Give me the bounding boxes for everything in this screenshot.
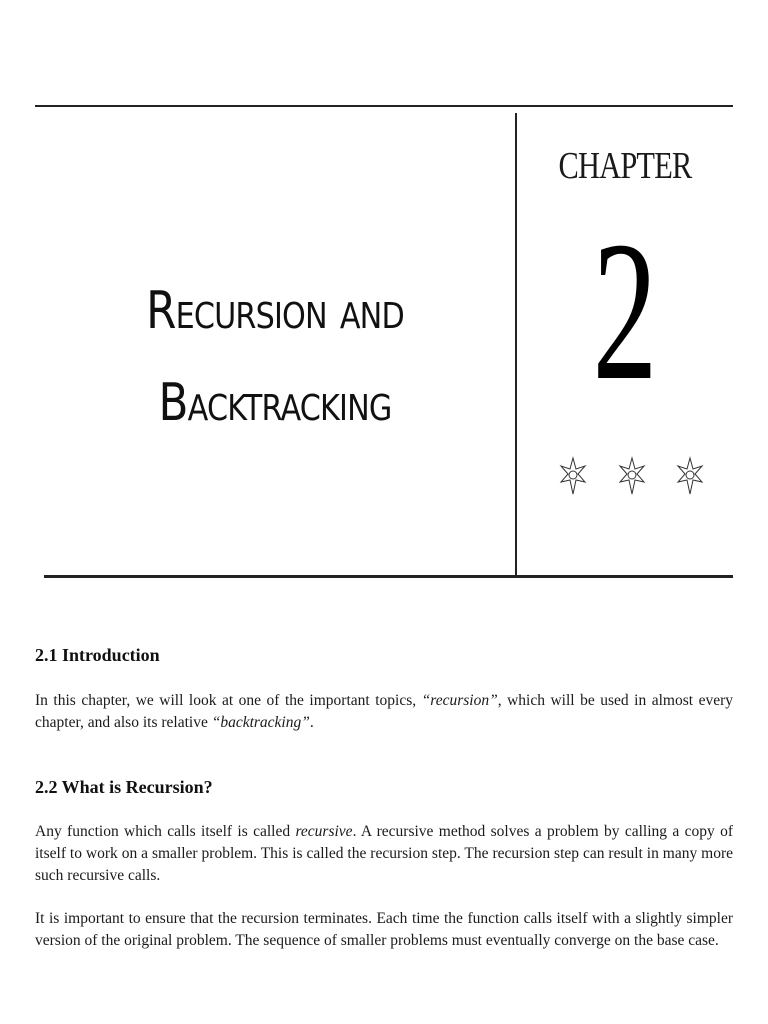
recursion-termination-paragraph <box>35 908 733 952</box>
emphasis-backtracking: “backtracking” <box>211 714 310 731</box>
section-heading-what-is-recursion: 2.2 What is Recursion? <box>35 777 213 797</box>
chapter-title-line-1: Recursion and <box>146 281 404 341</box>
paragraph-text: , which will be used in almost every chapter, and also its relative <box>35 692 733 731</box>
bottom-rule <box>44 575 733 578</box>
emphasis-recursion: “recursion” <box>421 692 498 709</box>
ornament-row <box>559 456 704 496</box>
paragraph-text: In this chapter, we will look at one of the important topics, <box>35 692 422 709</box>
paragraph-text: . A recursive method solves a problem by calling a copy of itself to work on a smaller problem. This is called the recursion step. The recursion step can result in many more such recursive calls. <box>35 823 733 884</box>
recursion-definition-paragraph <box>35 821 733 887</box>
paragraph-text: Any function which calls itself is called <box>35 823 296 840</box>
chapter-number: 2 <box>592 201 658 422</box>
top-rule <box>35 105 733 107</box>
emphasis-recursive: recursive <box>295 823 353 840</box>
paragraph-text: . <box>309 714 314 731</box>
paragraph-text: It is important to ensure that the recursion terminates. Each time the function calls itself with a slightly simpler version of the original problem. The sequence of smaller problems must eventually converge on the base case. <box>35 910 733 949</box>
vertical-divider <box>515 113 517 575</box>
chapter-title <box>73 281 476 433</box>
chapter-title-line-2: Backtracking <box>158 373 392 433</box>
intro-paragraph <box>35 690 733 734</box>
star-ornament-icon <box>618 456 646 496</box>
star-ornament-icon <box>559 456 587 496</box>
section-heading-introduction: 2.1 Introduction <box>35 645 160 665</box>
chapter-label: CHAPTER <box>558 145 692 187</box>
star-ornament-icon <box>676 456 704 496</box>
